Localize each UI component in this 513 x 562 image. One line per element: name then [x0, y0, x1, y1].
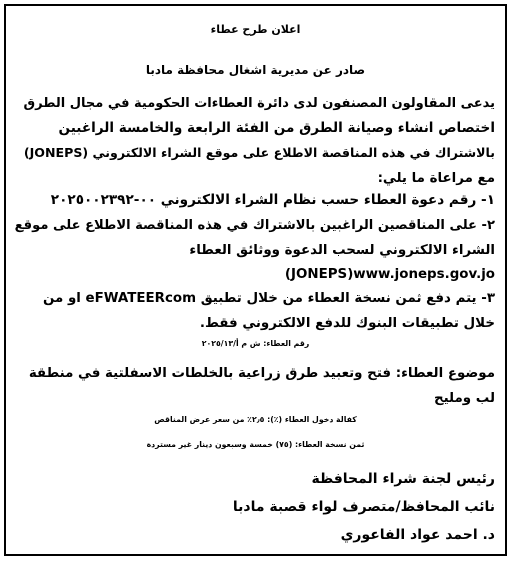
item-line: ٣- يتم دفع ثمن نسخة العطاء من خلال تطبيق eFWATEERcom او من: [42, 291, 495, 306]
tender-number: رقم العطاء: ش م أ/٢٠٢٥/١٣: [201, 339, 310, 348]
intro-line: اختصاص انشاء وصيانة الطرق من الفئة الرابعة والخامسة الراغبين: [58, 120, 495, 136]
item-line: خلال تطبيقات البنوك للدفع الالكتروني فقط.: [199, 316, 495, 331]
intro-line: بالاشتراك في هذه المناقصة الاطلاع على موقع الشراء الالكتروني (JONEPS): [23, 145, 495, 160]
copy-price: ثمن نسخة العطاء: (٧٥) خمسة وسبعون دينار غير مستردة: [146, 440, 365, 449]
notice-subtitle: صادر عن مديرية اشغال محافظة مادبا: [145, 63, 366, 77]
intro-line: مع مراعاة ما يلي:: [377, 171, 495, 186]
item-line: ١- رقم دعوة العطاء حسب نظام الشراء الالكتروني ٠٠-٢٠٢٥٠٠٢٣٩٢: [50, 192, 495, 208]
item-line: (JONEPS)www.joneps.gov.jo: [284, 267, 495, 282]
guarantee: كفالة دخول العطاء (٪): ٢٫٥٪ من سعر عرض المناقص: [154, 415, 357, 424]
intro-line: يدعى المقاولون المصنفون لدى دائرة العطاءات الحكومية في مجال الطرق: [23, 96, 495, 111]
subject-line: موضوع العطاء: فتح وتعبيد طرق زراعية بالخلطات الاسفلتية في منطقة: [28, 366, 495, 381]
signature-line: د. احمد عواد الفاعوري: [340, 527, 495, 543]
subject-line: لب ومليح: [433, 391, 495, 406]
notice-title: اعلان طرح عطاء: [210, 23, 301, 36]
tender-announcement: [4, 4, 507, 556]
signature-line: نائب المحافظ/متصرف لواء قصبة مادبا: [232, 499, 495, 515]
signature-line: رئيس لجنة شراء المحافظة: [311, 471, 495, 487]
item-line: ٢- على المناقصين الراغبين بالاشتراك في هذه المناقصة الاطلاع على موقع: [14, 218, 495, 233]
item-line: الشراء الالكتروني لسحب الدعوة ووثائق العطاء: [189, 243, 495, 258]
